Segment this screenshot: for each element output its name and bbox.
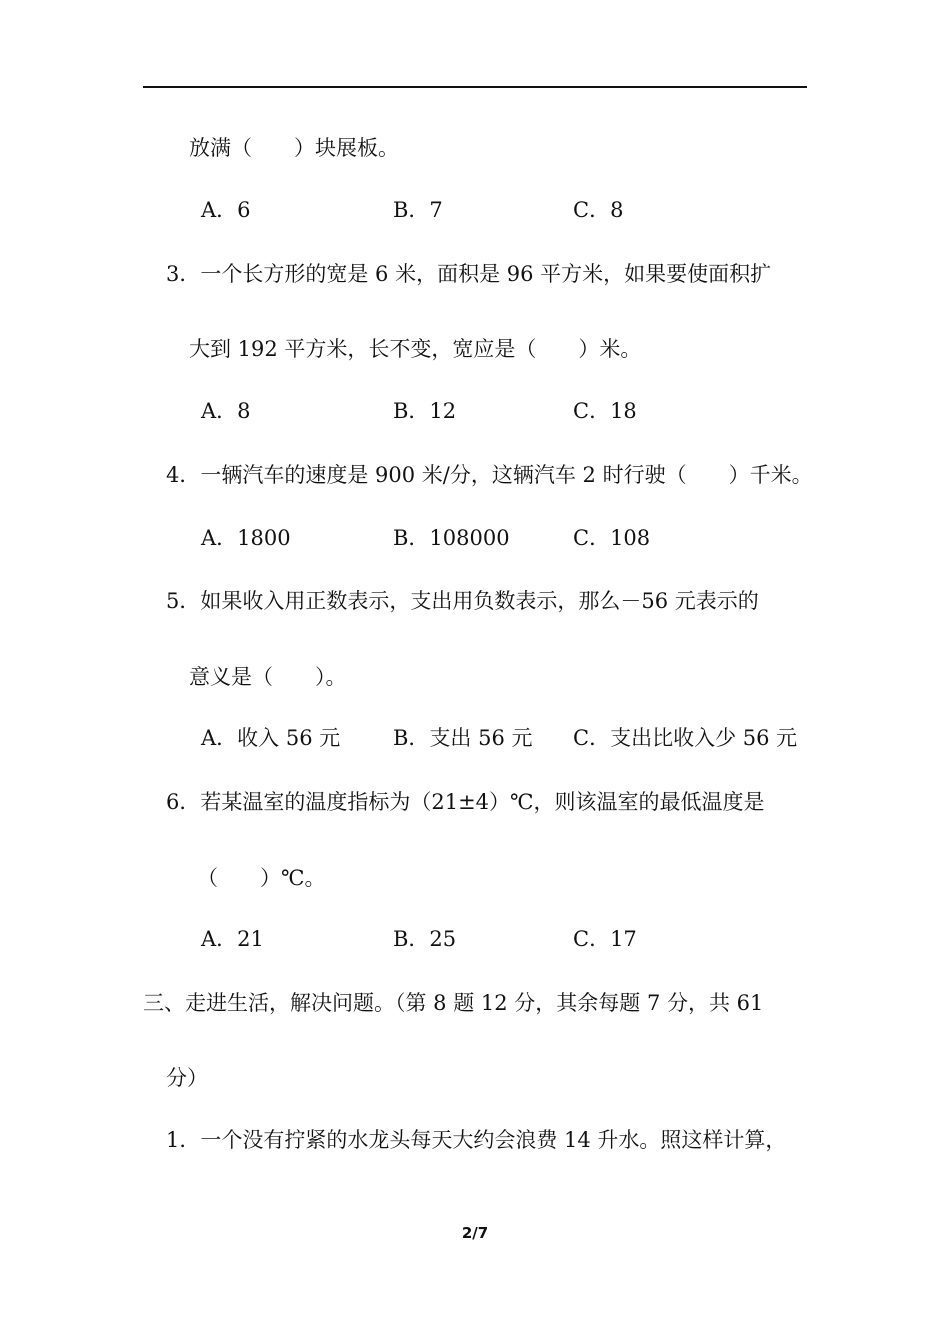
question-5-text: 5．如果收入用正数表示，支出用负数表示，那么－56 元表示的 bbox=[166, 589, 759, 613]
section-3-heading: 三、走进生活，解决问题。（第 8 题 12 分，其余每题 7 分，共 61 bbox=[143, 991, 764, 1015]
section-3-heading-continuation: 分） bbox=[166, 1066, 208, 1090]
question-5-continuation: 意义是（ ）。 bbox=[189, 665, 347, 689]
option-b: B．108000 bbox=[393, 526, 510, 550]
option-c: C．108 bbox=[573, 526, 651, 550]
question-4-text: 4．一辆汽车的速度是 900 米/分，这辆汽车 2 时行驶（ ）千米。 bbox=[166, 463, 813, 487]
question-3-continuation: 大到 192 平方米，长不变，宽应是（ ）米。 bbox=[189, 337, 642, 361]
option-b: B．7 bbox=[393, 198, 443, 222]
option-b: B．12 bbox=[393, 399, 457, 423]
option-c: C．17 bbox=[573, 927, 637, 951]
header-rule bbox=[143, 86, 807, 88]
question-3-text: 3．一个长方形的宽是 6 米，面积是 96 平方米，如果要使面积扩 bbox=[166, 262, 772, 286]
option-a: A．收入 56 元 bbox=[201, 726, 341, 750]
question-2-continuation: 放满（ ）块展板。 bbox=[189, 136, 399, 160]
option-a: A．21 bbox=[201, 927, 264, 951]
question-6-continuation: （ ）℃。 bbox=[197, 866, 326, 890]
option-c: C．8 bbox=[573, 198, 624, 222]
option-a: A．6 bbox=[201, 198, 251, 222]
option-b: B．支出 56 元 bbox=[393, 726, 533, 750]
option-a: A．8 bbox=[201, 399, 251, 423]
page-number: 2/7 bbox=[461, 1224, 489, 1242]
option-c: C．18 bbox=[573, 399, 637, 423]
option-a: A．1800 bbox=[201, 526, 291, 550]
option-c: C．支出比收入少 56 元 bbox=[573, 726, 798, 750]
section-3-question-1-text: 1．一个没有拧紧的水龙头每天大约会浪费 14 升水。照这样计算， bbox=[166, 1128, 787, 1152]
option-b: B．25 bbox=[393, 927, 457, 951]
question-6-text: 6．若某温室的温度指标为（21±4）℃，则该温室的最低温度是 bbox=[166, 790, 765, 814]
